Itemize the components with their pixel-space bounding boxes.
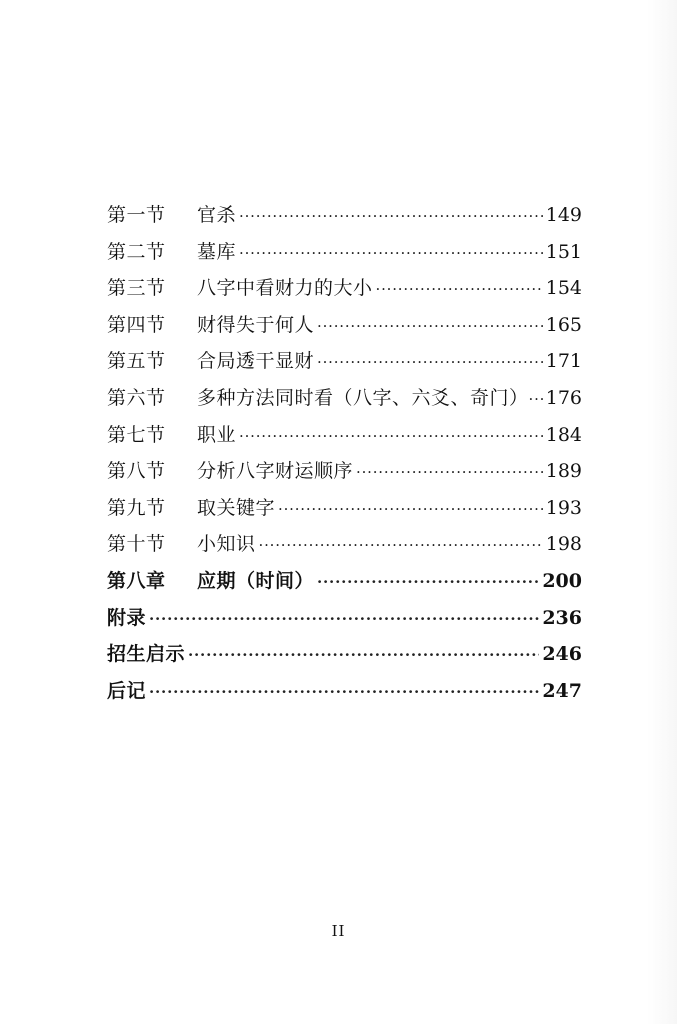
toc-entry — [107, 529, 582, 566]
toc-entry-title: 官杀 — [197, 204, 237, 226]
toc-entry-label: 第五节 — [107, 350, 166, 373]
toc-entry-label: 第四节 — [107, 313, 166, 336]
toc-entry-title: 取关键字 — [197, 496, 276, 519]
toc-entry-title: 职业 — [197, 423, 237, 446]
toc-leader-dots — [259, 536, 543, 554]
toc-appendix-entry — [107, 639, 582, 676]
toc-entry-label: 第七节 — [107, 423, 166, 446]
toc-entry-page: 149 — [545, 204, 582, 226]
toc-leader-dots — [376, 280, 543, 298]
toc-leader-dots — [149, 610, 539, 628]
toc-entry-title: 附录 — [107, 606, 147, 629]
toc-entry-page: 236 — [542, 606, 582, 629]
toc-leader-dots — [317, 317, 543, 335]
toc-entry — [107, 346, 582, 383]
toc-entry-title: 多种方法同时看（八字、六爻、奇门） — [197, 386, 529, 409]
toc-leader-dots — [239, 427, 543, 445]
toc-entry-label: 第十节 — [107, 533, 166, 556]
scan-edge-shadow — [647, 0, 677, 1024]
toc-entry — [107, 200, 582, 237]
toc-entry-title: 八字中看财力的大小 — [197, 277, 373, 300]
toc-entry — [107, 493, 582, 530]
toc-entry — [107, 310, 582, 347]
toc-entry-title: 后记 — [107, 679, 147, 702]
toc-entry-page: 246 — [542, 643, 582, 666]
page-number: II — [331, 922, 346, 940]
toc-entry-page: 165 — [545, 313, 582, 336]
toc-leader-dots — [529, 390, 546, 408]
toc-entry-title: 分析八字财运顺序 — [197, 460, 354, 483]
toc-leader-dots — [317, 353, 543, 371]
toc-entry-page: 171 — [545, 350, 582, 373]
toc-entry-label: 第二节 — [107, 240, 166, 263]
toc-leader-dots — [239, 207, 543, 225]
toc-leader-dots — [188, 646, 539, 664]
toc-entry-label: 第八节 — [107, 460, 166, 483]
toc-entry — [107, 383, 582, 420]
toc-entry — [107, 456, 582, 493]
toc-leader-dots — [239, 244, 543, 262]
toc-chapter-entry — [107, 566, 582, 603]
toc-entry — [107, 273, 582, 310]
toc-entry-page: 151 — [545, 240, 582, 263]
toc-entry-label: 第三节 — [107, 277, 166, 300]
toc-entry-page: 200 — [542, 569, 582, 592]
toc-entry-label: 第六节 — [107, 386, 166, 409]
toc-entry-title: 墓库 — [197, 240, 237, 263]
toc-entry — [107, 420, 582, 457]
toc-entry-page: 154 — [545, 277, 582, 300]
toc-entry-page: 189 — [545, 460, 582, 483]
toc-entry-title: 财得失于何人 — [197, 313, 315, 336]
toc-entry-label: 第九节 — [107, 496, 166, 519]
toc-leader-dots — [317, 573, 539, 591]
toc-entry-title: 小知识 — [197, 533, 256, 556]
toc-entry-page: 176 — [545, 386, 582, 409]
toc-entry — [107, 237, 582, 274]
toc-entry-title: 应期（时间） — [197, 569, 315, 592]
toc-leader-dots — [149, 683, 539, 701]
toc-entry-page: 198 — [545, 533, 582, 556]
toc-entry-title: 招生启示 — [107, 643, 186, 666]
toc-entry-label: 第八章 — [107, 569, 166, 592]
table-of-contents — [107, 200, 582, 712]
toc-entry-page: 193 — [545, 496, 582, 519]
toc-entry-label: 第一节 — [107, 204, 166, 226]
toc-appendix-entry — [107, 676, 582, 713]
toc-leader-dots — [278, 500, 543, 518]
toc-entry-title: 合局透干显财 — [197, 350, 315, 373]
toc-entry-page: 247 — [542, 679, 582, 702]
toc-leader-dots — [356, 463, 543, 481]
toc-entry-page: 184 — [545, 423, 582, 446]
toc-appendix-entry — [107, 603, 582, 640]
